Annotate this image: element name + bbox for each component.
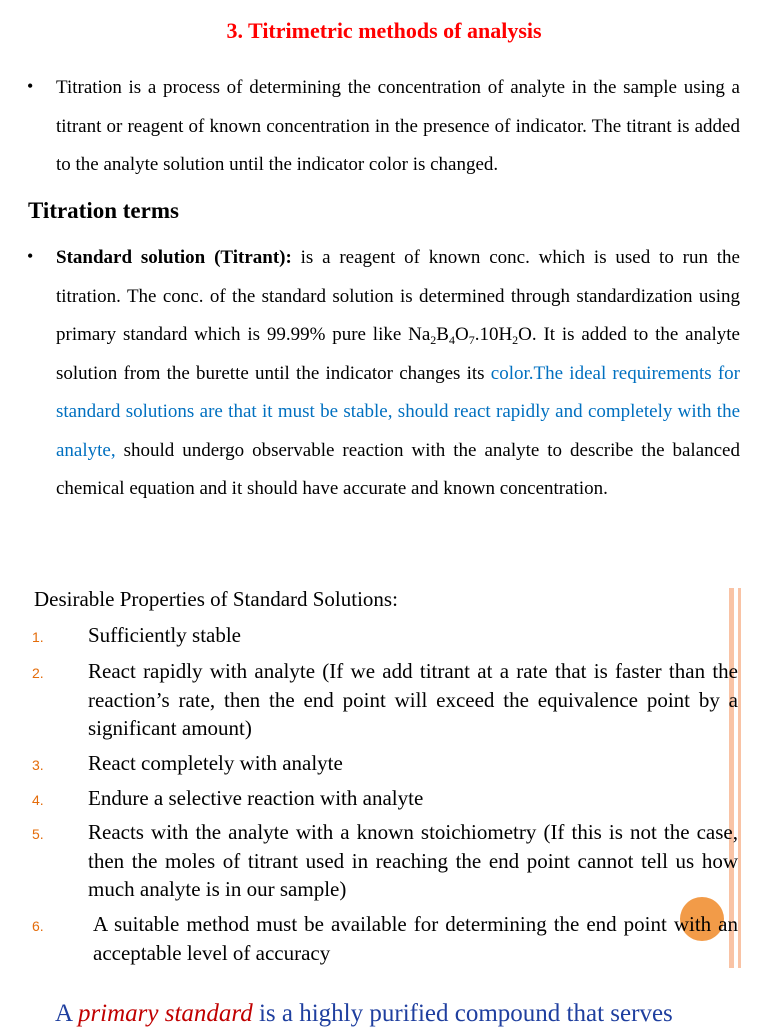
properties-heading: Desirable Properties of Standard Solutions: bbox=[34, 587, 398, 611]
list-item: A suitable method must be available for determining the end point with an acceptable level of accuracy bbox=[93, 912, 738, 965]
paragraph-text: . It is added to the analyte solution from the burette until the indicator changes its bbox=[56, 324, 740, 384]
standard-solution-paragraph bbox=[56, 239, 740, 509]
list-number: 1. bbox=[32, 629, 44, 645]
section-heading: Titration terms bbox=[28, 198, 179, 223]
list-item: Reacts with the analyte with a known stoichiometry (If this is not the case, then the moles of titrant used in reaching the end point cannot tell us how much analyte is in our sample) bbox=[88, 820, 738, 901]
paragraph-text: is a reagent of known conc. which is used to run the titration. The conc. of the standard solution is determined through standardization using primary standard which is 99.99% pure like bbox=[56, 247, 740, 345]
term-emphasis: primary standard bbox=[77, 1000, 253, 1027]
bullet-marker: • bbox=[27, 76, 34, 96]
list-number: 2. bbox=[32, 665, 44, 681]
bottom-sentence: A primary standard is a highly purified compound that serves bbox=[55, 1000, 673, 1027]
list-number: 5. bbox=[32, 826, 44, 842]
list-item: React rapidly with analyte (If we add titrant at a rate that is faster than the reaction’s rate, then the end point will exceed the equivalence point by a significant amount) bbox=[88, 659, 738, 740]
intro-paragraph: Titration is a process of determining the concentration of analyte in the sample using a titrant or reagent of known concentration in the presence of indicator. The titrant is added to the analyte solution until the indicator color is changed. bbox=[56, 77, 740, 175]
list-item: Endure a selective reaction with analyte bbox=[88, 786, 424, 810]
chemical-formula: $Na_2B_4O_7.10H_2O$ bbox=[408, 324, 532, 347]
list-number: 4. bbox=[32, 792, 44, 808]
paragraph-text: should undergo observable reaction with the analyte to describe the balanced chemical equation and it should have accurate and known concentration. bbox=[56, 439, 740, 499]
list-number: 3. bbox=[32, 757, 44, 773]
bullet-marker: • bbox=[27, 246, 34, 266]
highlighted-text: color.The ideal requirements for standard solutions are that it must be stable, should react rapidly and completely with the analyte, bbox=[56, 362, 740, 461]
list-item: React completely with analyte bbox=[88, 751, 343, 775]
list-number: 6. bbox=[32, 918, 44, 934]
accent-bar bbox=[738, 588, 741, 968]
list-item: Sufficiently stable bbox=[88, 623, 241, 647]
page-title: 3. Titrimetric methods of analysis bbox=[226, 18, 542, 43]
term-label: Standard solution (Titrant): bbox=[56, 247, 292, 268]
